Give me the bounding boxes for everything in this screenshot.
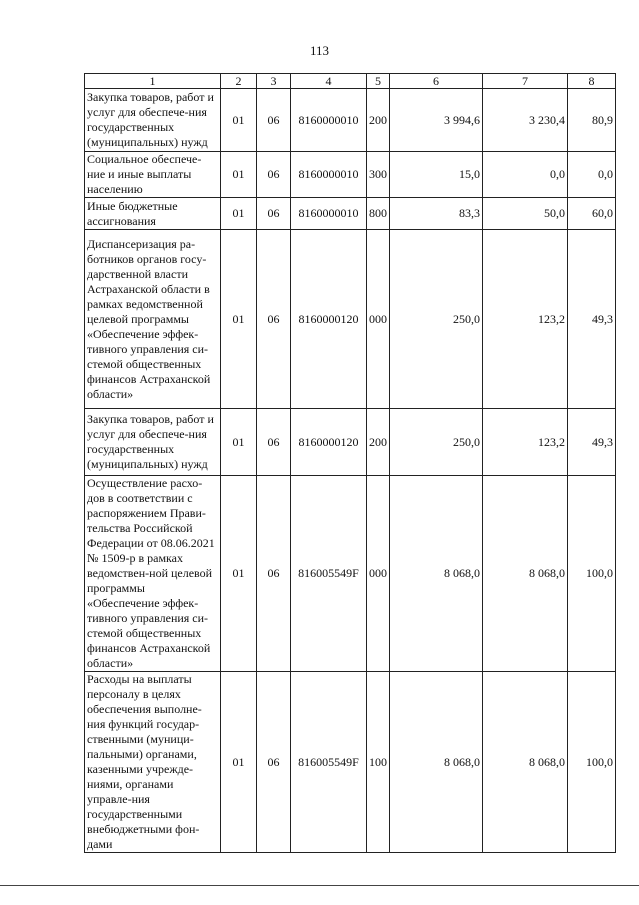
execution-percent: 49,3 [568, 409, 616, 476]
planned-amount: 8 068,0 [390, 672, 483, 853]
table-row [85, 476, 616, 672]
subsection-code: 06 [257, 476, 291, 672]
execution-percent: 80,9 [568, 89, 616, 152]
expense-type-code: 000 [367, 230, 390, 409]
table-row [85, 198, 616, 230]
executed-amount: 0,0 [483, 152, 568, 198]
target-article-code: 8160000120 [291, 230, 367, 409]
budget-table [84, 73, 616, 853]
expense-type-code: 100 [367, 672, 390, 853]
table-row [85, 409, 616, 476]
subsection-code: 06 [257, 198, 291, 230]
executed-amount: 3 230,4 [483, 89, 568, 152]
row-description: Расходы на выплаты персоналу в целях обеспечения выполне-ния функций государ-ственными (муници-пальными) органами, казенными учрежде-ниями, органами управле-ния государственными внебюджетными фон-дами [85, 672, 221, 853]
expense-type-code: 200 [367, 89, 390, 152]
subsection-code: 06 [257, 672, 291, 853]
header-cell: 4 [291, 74, 367, 89]
execution-percent: 100,0 [568, 476, 616, 672]
row-description: Закупка товаров, работ и услуг для обеспече-ния государственных (муниципальных) нужд [85, 89, 221, 152]
subsection-code: 06 [257, 89, 291, 152]
row-description: Осуществление расхо-дов в соответствии с распоряжением Прави-тельства Российской Федерации от 08.06.2021 № 1509-р в рамках ведомствен-ной целевой программы «Обеспечение эффек-тивного управления си-стемой общественных финансов Астраханской области» [85, 476, 221, 672]
execution-percent: 0,0 [568, 152, 616, 198]
executed-amount: 123,2 [483, 409, 568, 476]
row-description: Иные бюджетные ассигнования [85, 198, 221, 230]
execution-percent: 49,3 [568, 230, 616, 409]
section-code: 01 [221, 672, 257, 853]
executed-amount: 8 068,0 [483, 672, 568, 853]
subsection-code: 06 [257, 230, 291, 409]
target-article-code: 8160000120 [291, 409, 367, 476]
section-code: 01 [221, 89, 257, 152]
header-cell: 1 [85, 74, 221, 89]
row-description: Закупка товаров, работ и услуг для обеспече-ния государственных (муниципальных) нужд [85, 409, 221, 476]
executed-amount: 123,2 [483, 230, 568, 409]
page-bottom-divider [0, 885, 639, 886]
table-row [85, 152, 616, 198]
row-description: Диспансеризация ра-ботников органов госу-дарственной власти Астраханской области в рамках ведомственной целевой программы «Обеспечение эффек-тивного управления си-стемой общественных финансов Астраханской области» [85, 230, 221, 409]
header-cell: 2 [221, 74, 257, 89]
section-code: 01 [221, 198, 257, 230]
section-code: 01 [221, 409, 257, 476]
expense-type-code: 000 [367, 476, 390, 672]
expense-type-code: 200 [367, 409, 390, 476]
execution-percent: 100,0 [568, 672, 616, 853]
expense-type-code: 800 [367, 198, 390, 230]
target-article-code: 816005549F [291, 672, 367, 853]
header-cell: 6 [390, 74, 483, 89]
target-article-code: 8160000010 [291, 89, 367, 152]
target-article-code: 816005549F [291, 476, 367, 672]
planned-amount: 15,0 [390, 152, 483, 198]
executed-amount: 50,0 [483, 198, 568, 230]
table-row [85, 89, 616, 152]
subsection-code: 06 [257, 152, 291, 198]
planned-amount: 83,3 [390, 198, 483, 230]
table-row [85, 672, 616, 853]
planned-amount: 8 068,0 [390, 476, 483, 672]
planned-amount: 250,0 [390, 230, 483, 409]
header-cell: 3 [257, 74, 291, 89]
header-cell: 7 [483, 74, 568, 89]
expense-type-code: 300 [367, 152, 390, 198]
planned-amount: 3 994,6 [390, 89, 483, 152]
section-code: 01 [221, 476, 257, 672]
row-description: Социальное обеспече-ние и иные выплаты населению [85, 152, 221, 198]
target-article-code: 8160000010 [291, 198, 367, 230]
section-code: 01 [221, 152, 257, 198]
planned-amount: 250,0 [390, 409, 483, 476]
page-number: 113 [309, 43, 330, 58]
execution-percent: 60,0 [568, 198, 616, 230]
subsection-code: 06 [257, 409, 291, 476]
table-row [85, 230, 616, 409]
header-cell: 5 [367, 74, 390, 89]
section-code: 01 [221, 230, 257, 409]
header-cell: 8 [568, 74, 616, 89]
header-row [85, 74, 616, 89]
target-article-code: 8160000010 [291, 152, 367, 198]
executed-amount: 8 068,0 [483, 476, 568, 672]
